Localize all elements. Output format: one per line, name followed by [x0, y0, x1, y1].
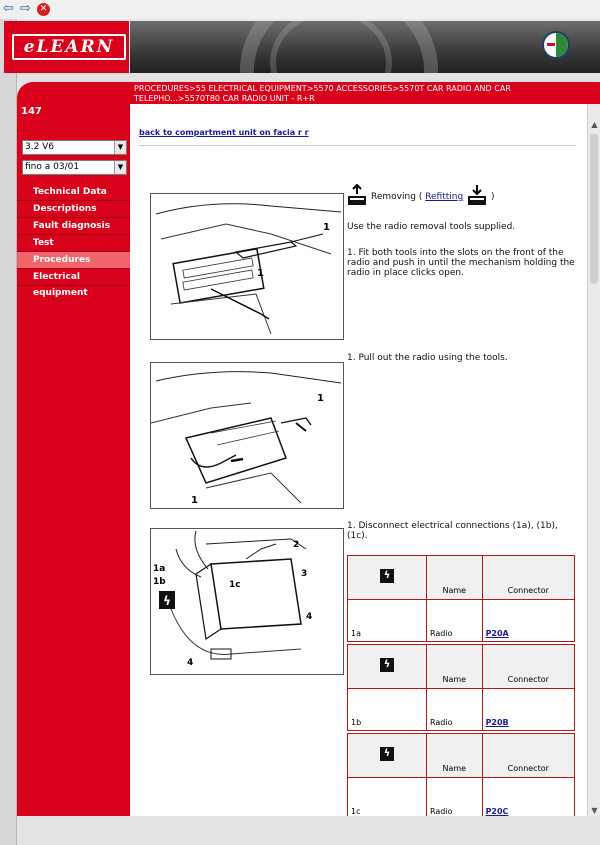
bolt-icon: ϟ	[380, 658, 394, 672]
forward-arrow-icon[interactable]: ⇨	[20, 1, 31, 16]
connector-table-1c	[347, 733, 575, 816]
scrollbar-thumb[interactable]	[590, 134, 598, 284]
col-header-name: Name	[427, 556, 483, 600]
col-header-name: Name	[427, 645, 483, 689]
connector-link-p20c[interactable]: P20C	[485, 807, 509, 816]
step1-intro: Use the radio removal tools supplied.	[347, 222, 516, 232]
removing-prefix: Removing (	[371, 192, 423, 202]
engine-select[interactable]	[22, 140, 127, 155]
refitting-tool-icon[interactable]	[467, 184, 487, 206]
content-divider	[139, 145, 576, 146]
date-select[interactable]	[22, 160, 127, 175]
sidebar-item-procedures[interactable]: Procedures	[17, 252, 130, 269]
figure1-label-1: 1	[323, 222, 330, 233]
figure-fit-tools	[150, 193, 344, 340]
refitting-link[interactable]: Refitting	[425, 192, 464, 202]
step2-instructions: 1. Pull out the radio using the tools.	[347, 353, 508, 363]
figure3-label-1a: 1a	[153, 564, 166, 574]
scroll-up-icon[interactable]: ▲	[591, 120, 598, 129]
col-header-connector: Connector	[482, 645, 574, 689]
col-header-connector: Connector	[482, 556, 574, 600]
model-label: 147	[21, 106, 42, 117]
connector-link-p20b[interactable]: P20B	[485, 718, 509, 727]
figure2-label-2: 1	[191, 495, 198, 506]
connector-ref: 1a	[348, 600, 427, 642]
figure-pull-out-radio	[150, 362, 344, 509]
figure3-label-2: 2	[293, 540, 300, 550]
figure3-label-1c: 1c	[229, 580, 241, 590]
bottom-strip	[17, 816, 600, 845]
removing-tool-icon	[347, 184, 367, 206]
alfa-romeo-badge-icon	[542, 31, 570, 59]
browser-toolbar	[0, 0, 600, 20]
connector-table-1a	[347, 555, 575, 642]
engine-select-value: 3.2 V6	[25, 142, 55, 152]
close-icon[interactable]: ✕	[37, 3, 50, 16]
figure-disconnect-connectors	[150, 528, 344, 675]
date-select-value: fino a 03/01	[25, 162, 80, 172]
figure3-bolt-icon: ϟ	[163, 594, 171, 608]
breadcrumb: PROCEDURES>55 ELECTRICAL EQUIPMENT>5570 ACCESSORIES>5570T CAR RADIO AND CAR TELEPHO...>5570T80 CAR RADIO UNIT - R+R	[130, 82, 600, 104]
removing-suffix: )	[491, 192, 495, 202]
header-divider	[17, 73, 600, 82]
sidebar-item-fault-diagnosis[interactable]: Fault diagnosis	[17, 218, 130, 235]
connector-link-p20a[interactable]: P20A	[485, 629, 509, 638]
left-frame-margin	[0, 19, 17, 845]
connector-ref: 1b	[348, 689, 427, 731]
banner-emblem-ring	[270, 21, 392, 73]
figure1-label-2: 1	[257, 268, 264, 279]
connector-ref: 1c	[348, 778, 427, 817]
sidebar-item-test[interactable]: Test	[17, 235, 130, 252]
figure3-label-4b: 4	[187, 658, 194, 668]
logo-panel	[4, 21, 129, 73]
pull-out-radio-diagram	[151, 363, 343, 508]
bolt-icon: ϟ	[380, 569, 394, 583]
connector-diagram	[151, 529, 343, 674]
col-header-connector: Connector	[482, 734, 574, 778]
step3-instructions: 1. Disconnect electrical connections (1a), (1b), (1c).	[347, 521, 558, 541]
back-to-compartment-link[interactable]: back to compartment unit on facia r r	[139, 128, 309, 137]
scroll-down-icon[interactable]: ▼	[591, 806, 598, 815]
back-arrow-icon[interactable]: ⇦	[3, 1, 14, 16]
connector-table-1b	[347, 644, 575, 731]
figure2-label-1: 1	[317, 393, 324, 404]
procedure-content	[130, 104, 587, 816]
col-header-name: Name	[427, 734, 483, 778]
connector-name: Radio	[427, 600, 483, 642]
connector-name: Radio	[427, 778, 483, 817]
figure3-label-1b: 1b	[153, 577, 166, 587]
figure3-label-3: 3	[301, 569, 308, 579]
sidebar-item-descriptions[interactable]: Descriptions	[17, 201, 130, 218]
sidebar	[17, 104, 130, 816]
sidebar-top-curve	[17, 82, 130, 104]
chevron-down-icon[interactable]: ▼	[114, 141, 126, 154]
step1-instructions: 1. Fit both tools into the slots on the front of the radio and push in until the mechanism holding the radio in place clicks open.	[347, 248, 575, 278]
sidebar-item-electrical-equipment[interactable]: Electrical equipment	[17, 269, 130, 286]
radio-tools-diagram	[151, 194, 343, 339]
sidebar-item-technical-data[interactable]: Technical Data	[17, 184, 130, 201]
connector-name: Radio	[427, 689, 483, 731]
bolt-icon: ϟ	[380, 747, 394, 761]
elearn-logo: eLEARN	[12, 34, 126, 60]
content-scrollbar[interactable]	[587, 104, 600, 816]
chevron-down-icon[interactable]: ▼	[114, 161, 126, 174]
sidebar-menu	[17, 184, 130, 298]
figure3-label-4a: 4	[306, 612, 313, 622]
header-banner	[130, 21, 600, 73]
